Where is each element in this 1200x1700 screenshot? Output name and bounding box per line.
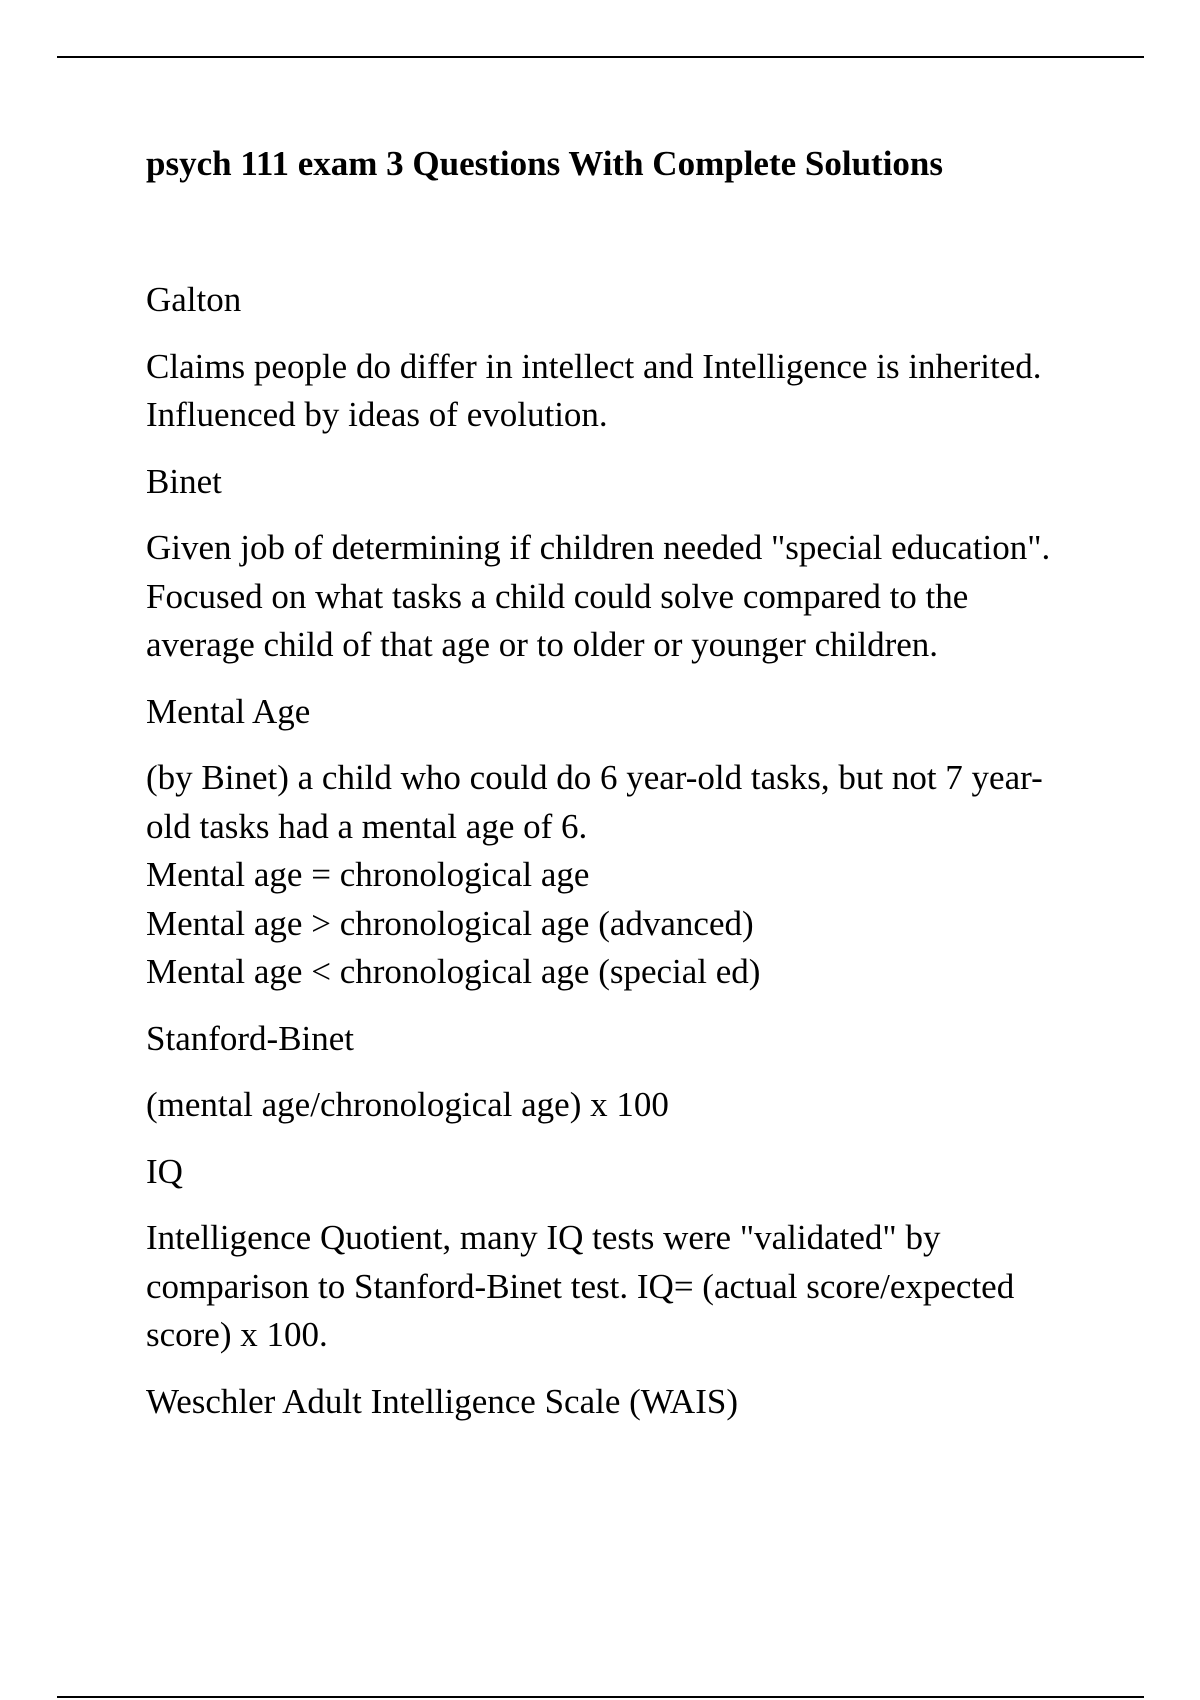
term-heading: Mental Age — [146, 691, 311, 731]
document-body — [146, 140, 1106, 1444]
definition-line: Focused on what tasks a child could solve compared to the — [146, 576, 969, 616]
definition-line: Mental age = chronological age — [146, 855, 590, 894]
definition-line: old tasks had a mental age of 6. — [146, 806, 588, 846]
term-heading: Weschler Adult Intelligence Scale (WAIS) — [146, 1381, 738, 1421]
definition-line: average child of that age or to older or younger children. — [146, 625, 939, 664]
definition-line: Mental age < chronological age (special ed) — [146, 952, 761, 991]
definition-line: Given job of determining if children needed "special education". — [146, 528, 1051, 567]
definition-line: (mental age/chronological age) x 100 — [146, 1085, 669, 1124]
qa-entry-stanford-binet — [146, 1015, 1106, 1130]
page-top-rule — [57, 56, 1144, 58]
term-definition — [146, 754, 1106, 997]
term-heading: IQ — [146, 1151, 183, 1191]
term-definition — [146, 524, 1106, 670]
qa-entry-binet — [146, 458, 1106, 670]
qa-entry-mental-age — [146, 688, 1106, 997]
term-definition — [146, 343, 1106, 440]
term-heading: Binet — [146, 461, 222, 501]
definition-line: Intelligence Quotient, many IQ tests were "validated" by — [146, 1218, 941, 1257]
term-definition — [146, 1214, 1106, 1360]
definition-line: Influenced by ideas of evolution. — [146, 395, 608, 434]
qa-list — [146, 276, 1106, 1426]
qa-entry-wais — [146, 1378, 1106, 1427]
qa-entry-iq — [146, 1148, 1106, 1360]
definition-line: score) x 100. — [146, 1315, 328, 1354]
definition-line: (by Binet) a child who could do 6 year-old tasks, but not 7 year- — [146, 758, 1043, 797]
qa-entry-galton — [146, 276, 1106, 440]
term-definition — [146, 1081, 1106, 1130]
term-heading: Stanford-Binet — [146, 1018, 355, 1058]
definition-line: Claims people do differ in intellect and Intelligence is inherited. — [146, 346, 1042, 386]
page-title: psych 111 exam 3 Questions With Complete Solutions — [146, 144, 944, 183]
page-bottom-rule — [57, 1696, 1144, 1698]
definition-line: Mental age > chronological age (advanced) — [146, 903, 754, 943]
definition-line: comparison to Stanford-Binet test. IQ= (actual score/expected — [146, 1266, 1015, 1306]
term-heading: Galton — [146, 280, 242, 319]
